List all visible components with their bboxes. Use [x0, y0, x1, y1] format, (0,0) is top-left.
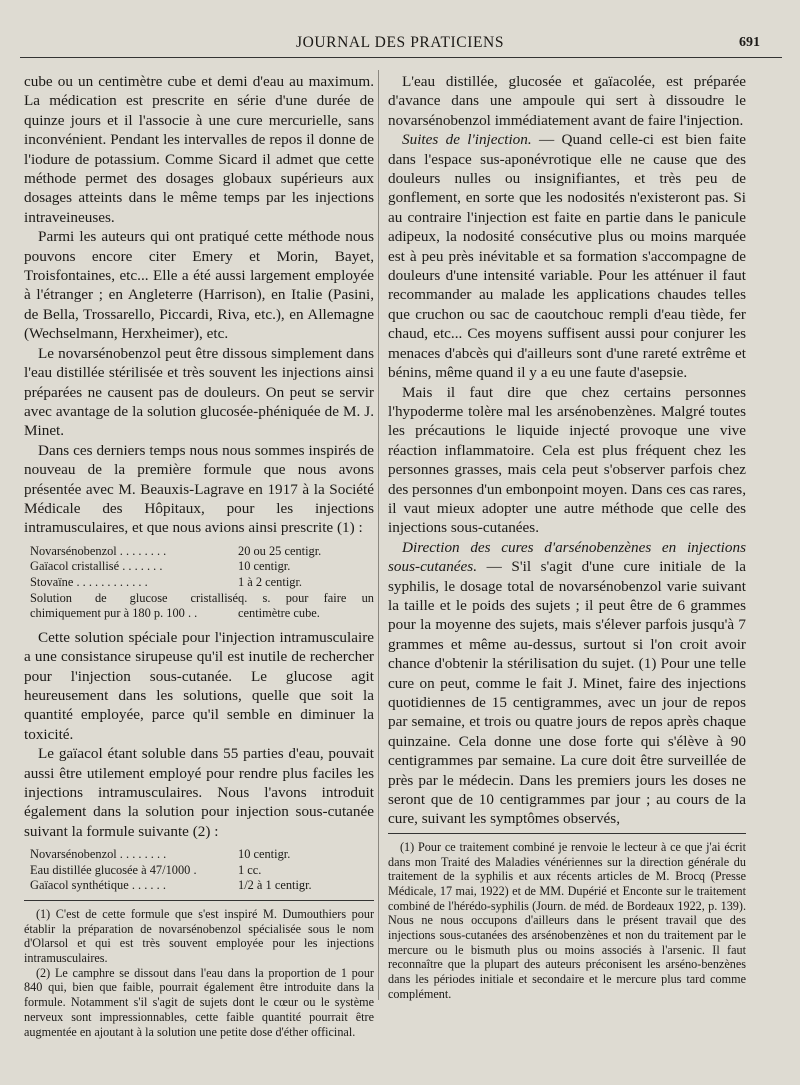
running-head — [20, 34, 780, 56]
recipe-row — [30, 878, 374, 894]
recipe-row — [30, 591, 374, 622]
recipe-row — [30, 575, 374, 591]
recipe-dose: 10 centigr. — [238, 847, 291, 862]
footnote: (2) Le camphre se dissout dans l'eau dans la proportion de 1 pour 840 qui, bien que faible, pourrait également être introduite dans la formule. Notamment s'il s'agit de sujets dont le cœur ou le système nerveux sont impressionnables, cette faible quantité pourrait être augmentée en ajoutant à la solution une petite dose d'éther officinal. — [24, 965, 374, 1039]
footnote: (1) Pour ce traitement combiné je renvoie le lecteur à ce que j'ai écrit dans mon Traité des Maladies vénériennes sur la direction générale du traitement de la syphilis et aux récents articles de M. Brocq (Presse Médicale, 17 mai, 1922) et de MM. Dupérié et Enconte sur le traitement combiné de l'hérédo-syphilis (Journ. de méd. de Bordeaux 1922, p. 139). Nous ne nous occupons d'ailleurs dans le présent travail que des injections sous-cutanées des arsénobenzènes et non du traitement par le mercure ou le bismuth plus ou moins associés à l'arsenic. Il faut reconnaître que la plupart des auteurs préconisent les arséno-benzènes dans les périodes initiale et secondaire et le mercure plus tard comme complément. — [388, 839, 746, 1001]
recipe-dose: 1 à 2 centigr. — [238, 574, 302, 589]
recipe-subcutaneous — [30, 847, 374, 894]
recipe-row — [30, 559, 374, 575]
recipe-item: Gaïacol synthétique . . . . . . — [30, 878, 166, 893]
paragraph: L'eau distillée, glucosée et gaïacolée, est préparée d'avance dans une ampoule qui sert à dissoudre le novarsénobenzol immédiatement avant de faire l'injection. — [388, 73, 746, 129]
paragraph: Dans ces derniers temps nous nous sommes inspirés de nouveau de la première formule que nous avons présentée avec M. Beauxis-Lagrave en 1917 à la Société Médicale des Hôpitaux, pour les injections intramusculaires, et que nous avions ainsi prescrite (1) : — [24, 441, 374, 537]
paragraph — [388, 538, 746, 829]
recipe-item: Solution de glucose cristallisé chimiquement pur à 180 p. 100 . . — [30, 590, 238, 621]
page-number: 691 — [739, 35, 760, 50]
recipe-dose: 1 cc. — [238, 862, 262, 877]
recipe-dose: 20 ou 25 centigr. — [238, 543, 322, 558]
paragraph: Le gaïacol étant soluble dans 55 parties d'eau, pouvait aussi être utilement employé pour rendre plus faciles les injections intramusculaires. Nous l'avons introduit également dans la solution pour injection sous-cutanée suivant la formule suivante (2) : — [24, 745, 374, 840]
recipe-dose: 10 centigr. — [238, 559, 291, 574]
paragraph-body: — S'il s'agit d'une cure initiale de la syphilis, le dosage total de novarsénobenzol varie suivant la taille et le poids des sujets ; il peut être de 6 grammes pour la moyenne des sujets, mais s'élever parfois jusqu'à 7 grammes et même au-dessus, surtout si l'on croit avoir chance d'obtenir la stérilisation du sujet. (1) Pour une telle cure on peut, comme le fait J. Minet, faire des injections quotidiennes de 15 centigrammes, avec un jour de repos par semaine, et trois ou quatre jours de repos après chaque quinzaine. Cela donne une dose forte qui s'élève à 90 centigrammes par semaine. La cure doit être surveillée de près par le médecin. Dans les premiers jours les doses ne seront que de 10 centigrammes par jour ; au cours de la cure, suivant les symptômes observés, — [388, 558, 746, 828]
recipe-row — [30, 847, 374, 863]
paragraph — [388, 130, 746, 382]
section-heading: Direction des cures d'arsénobenzènes en injections sous-cutanées. — [388, 538, 746, 576]
recipe-item: Eau distillée glucosée à 47/1000 . — [30, 862, 197, 877]
paragraph: Parmi les auteurs qui ont pratiqué cette méthode nous pouvons encore citer Emery et Morin, Bayet, Troisfontaines, etc... Elle a été aussi largement employée à l'étranger ; en Angleterre (Harrison), en Italie (Pasini, de Bella, Trossarello, Piccardi, Riva, etc.), en Allemagne (Wechselmann, Herxheimer), etc. — [24, 228, 374, 343]
recipe-row — [30, 544, 374, 560]
recipe-item: Gaïacol cristallisé . . . . . . . — [30, 559, 163, 574]
footnote: (1) C'est de cette formule que s'est inspiré M. Dumouthiers pour établir la préparation de novarsénobenzol spécialisée sous le nom d'Olarsol et qui est très souvent employée pour les injections intramusculaires. — [24, 906, 374, 966]
recipe-row — [30, 863, 374, 879]
left-column — [24, 72, 374, 1039]
section-heading: Suites de l'injection. — [402, 131, 532, 149]
journal-title: JOURNAL DES PRATICIENS — [295, 34, 505, 51]
paragraph: Mais il faut dire que chez certains personnes l'hypoderme tolère mal les arsénobenzènes. Malgré toutes les précautions le liquide injecté provoque une vive réaction inflammatoire. Cela est plus fréquent chez les personnes grasses, mais cela peut s'observer parfois chez des personnes d'un embonpoint moyen. Dans ces cas rares, il vaut mieux adopter une autre méthode que celle des injections sous-cutanées. — [388, 383, 746, 537]
recipe-dose: q. s. pour faire un centimètre cube. — [238, 590, 374, 621]
column-divider — [378, 70, 379, 1000]
footnote-rule — [24, 900, 374, 901]
recipe-intramuscular — [30, 544, 374, 622]
footnote-rule — [388, 833, 746, 834]
right-column — [388, 72, 746, 1002]
paragraph: Cette solution spéciale pour l'injection intramusculaire a une consistance sirupeuse qu'il est inutile de rechercher pour l'injection sous-cutanée. Le glucose agit heureusement dans les solutions, quelle que soit la quantité employée, parce qu'il semble en diminuer la toxicité. — [24, 628, 374, 743]
recipe-dose: 1/2 à 1 centigr. — [238, 878, 312, 893]
paragraph: cube ou un centimètre cube et demi d'eau au maximum. La médication est prescrite en série d'une durée de quinze jours et il l'associe à une cure mercurielle, sans inconvénient. Pendant les intervalles de repos il donne de l'iodure de potassium. Comme Sicard il admet que cette méthode permet des dosages globaux supérieurs aux dosages atteints dans le même temps par les injections intraveineuses. — [24, 73, 374, 226]
paragraph-body: — Quand celle-ci est bien faite dans l'espace sus-aponévrotique elle ne cause que des douleurs nulles ou insignifiantes, et très peu de gonflement, en sorte que les nodosités n'existeront pas. Si au contraire l'injection est faite en partie dans le panicule adipeux, la nodosité consécutive plus ou moins marquée est à peu près inévitable et sa formation s'accompagne de douleurs d'une intensité variable. Pour les atténuer il faut recommander au malade les applications chaudes telles que cruchon ou sac de caoutchouc rempli d'eau tiède, fer chaud, etc... Ces moyens suffisent aussi pour conjurer les menaces d'abcès qui d'ailleurs sont d'une rareté extrême et bénins, même quand il y a eu une faute d'asepsie. — [388, 131, 746, 382]
recipe-item: Novarsénobenzol . . . . . . . . — [30, 847, 167, 862]
paragraph: Le novarsénobenzol peut être dissous simplement dans l'eau distillée stérilisée et très souvent les injections ainsi préparées ne causent pas de douleurs. On peut se servir avec avantage de la solution glucosée-phéniquée de M. J. Minet. — [24, 344, 374, 440]
recipe-item: Novarsénobenzol . . . . . . . . — [30, 543, 167, 558]
header-rule — [20, 57, 782, 58]
recipe-item: Stovaïne . . . . . . . . . . . . — [30, 574, 148, 589]
